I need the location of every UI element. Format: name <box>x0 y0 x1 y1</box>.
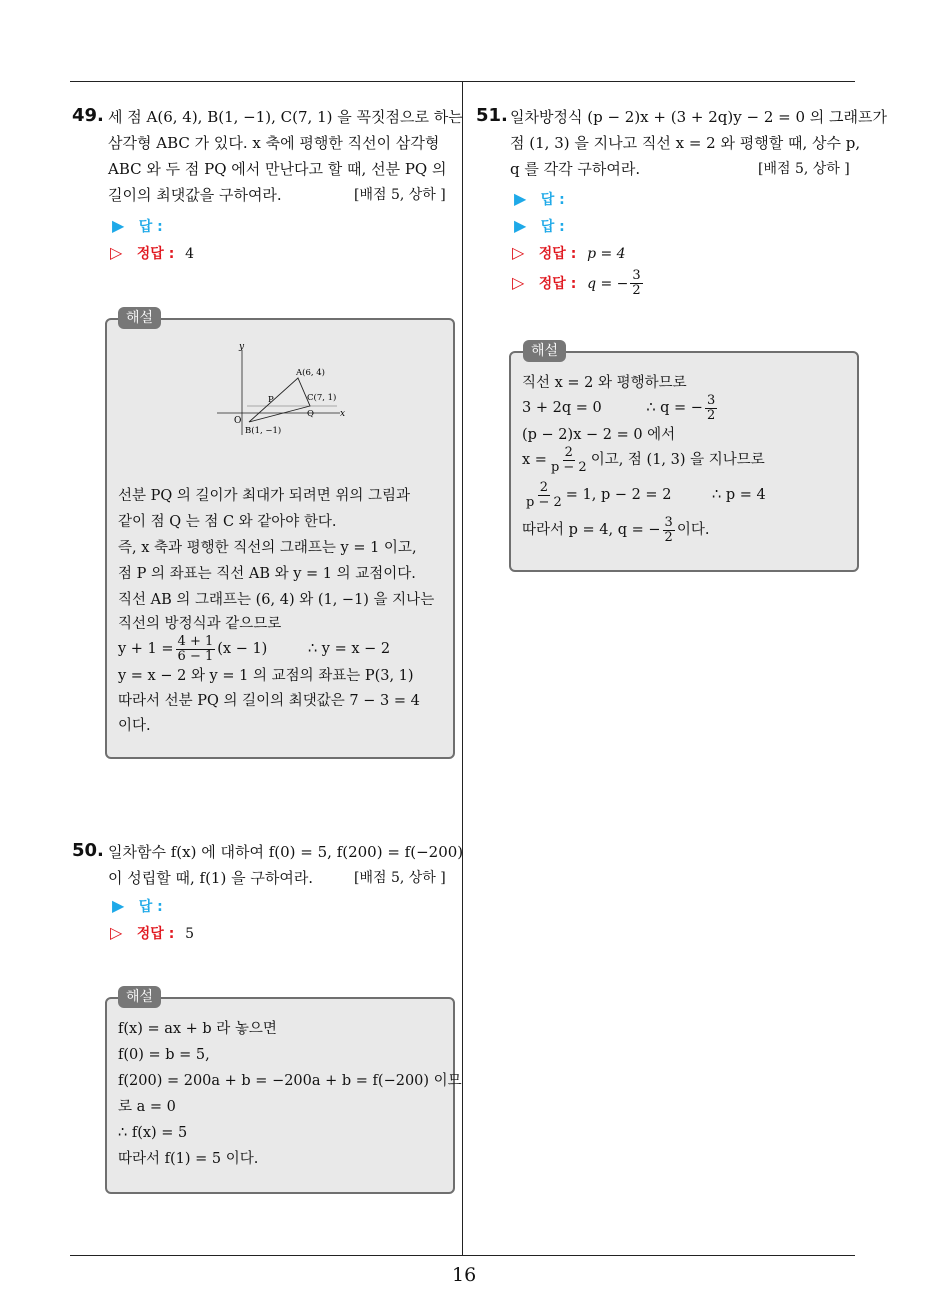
q51-explain-line <box>522 390 719 426</box>
fraction-numerator: 3 <box>632 268 641 283</box>
outline-triangle-icon: ▷ <box>110 243 123 262</box>
correct-value: p = 4 <box>587 246 626 262</box>
fraction-denominator: 2 <box>632 283 641 298</box>
q50-explain-line: f(x) = ax + b 라 놓으면 <box>118 1021 277 1037</box>
bottom-rule <box>70 1255 855 1256</box>
filled-triangle-icon: ▶ <box>112 216 125 235</box>
q51-answer-row-1[interactable] <box>514 186 565 213</box>
q50-text-line: 일차함수 f(x) 에 대하여 f(0) = 5, f(200) = f(−200) <box>108 843 464 861</box>
equation-part: = 1, p − 2 = 2 <box>565 487 672 503</box>
axis-x-label: x <box>340 409 346 419</box>
q50-explain-line: 따라서 f(1) = 5 이다. <box>118 1151 259 1167</box>
correct-label: 정답 : <box>136 926 175 942</box>
fraction <box>549 446 589 475</box>
q51-explain-line: (p − 2)x − 2 = 0 에서 <box>522 427 676 443</box>
correct-label: 정답 : <box>136 246 175 262</box>
column-divider <box>462 82 463 1255</box>
q49-explain-line: 같이 점 Q 는 점 C 와 같아야 한다. <box>118 514 337 530</box>
q49-answer-row[interactable] <box>112 213 163 240</box>
outline-triangle-icon: ▷ <box>512 273 525 292</box>
outline-triangle-icon: ▷ <box>512 243 525 262</box>
equation-part: ∴ q = − <box>646 400 703 416</box>
equation-part: 이고, 점 (1, 3) 을 지나므로 <box>590 452 765 468</box>
answer-label: 답 : <box>540 219 565 235</box>
q51-explain-line <box>522 477 766 513</box>
fraction <box>176 635 216 664</box>
correct-value: q = − <box>587 276 629 292</box>
q49-text-line: ABC 와 두 점 PQ 에서 만난다고 할 때, 선분 PQ 의 <box>108 160 447 178</box>
q49-correct-row <box>110 240 194 267</box>
page-number: 16 <box>452 1264 477 1286</box>
q50-explanation-tag: 해설 <box>118 986 161 1008</box>
fraction-denominator: p − 2 <box>526 494 562 510</box>
q51-text-line: 일차방정식 (p − 2)x + (3 + 2q)y − 2 = 0 의 그래프가 <box>510 108 887 126</box>
q49-score: [배점 5, 상하 ] <box>354 187 446 203</box>
equation-part: ∴ p = 4 <box>712 487 766 503</box>
q50-explain-line: f(200) = 200a + b = −200a + b = f(−200) 이므 <box>118 1073 462 1089</box>
q49-text-line: 길이의 최댓값을 구하여라. <box>108 186 282 204</box>
q50-explain-line: 로 a = 0 <box>118 1099 176 1115</box>
answer-label: 답 : <box>138 219 163 235</box>
filled-triangle-icon: ▶ <box>112 896 125 915</box>
q51-explanation-tag: 해설 <box>523 340 566 362</box>
q51-explain-line <box>522 442 765 478</box>
q51-explain-line <box>522 512 709 548</box>
fraction <box>630 269 642 298</box>
q51-text-line: q 를 각각 구하여라. <box>510 160 641 178</box>
q50-explain-line: f(0) = b = 5, <box>118 1047 210 1063</box>
q49-text-line: 세 점 A(6, 4), B(1, −1), C(7, 1) 을 꼭짓점으로 하는 <box>108 108 463 126</box>
fraction-denominator: 2 <box>706 407 716 423</box>
q50-text-line: 이 성립할 때, f(1) 을 구하여라. <box>108 869 314 887</box>
filled-triangle-icon: ▶ <box>514 189 527 208</box>
equation-part: 따라서 p = 4, q = − <box>522 522 661 538</box>
q51-answer-row-2[interactable] <box>514 213 565 240</box>
correct-value: 4 <box>185 246 195 262</box>
fraction-denominator: 6 − 1 <box>177 648 214 664</box>
axis-y-label: y <box>239 342 245 352</box>
fraction-denominator: p − 2 <box>550 459 587 475</box>
triangle-diagram <box>212 340 362 440</box>
point-c-label: C(7, 1) <box>307 393 337 403</box>
q49-explain-line: 점 P 의 좌표는 직선 AB 와 y = 1 의 교점이다. <box>118 566 416 582</box>
q49-explain-line: 따라서 선분 PQ 의 길이의 최댓값은 7 − 3 = 4 <box>118 693 420 709</box>
q51-text-line: 점 (1, 3) 을 지나고 직선 x = 2 와 평행할 때, 상수 p, <box>510 134 861 152</box>
outline-triangle-icon: ▷ <box>110 923 123 942</box>
q49-explain-line: 선분 PQ 의 길이가 최대가 되려면 위의 그림과 <box>118 488 411 504</box>
fraction-numerator: 3 <box>664 514 673 530</box>
q51-correct-row-1 <box>512 240 626 267</box>
q50-number: 50. <box>72 840 104 861</box>
fraction-numerator: 3 <box>706 392 716 408</box>
q49-explain-line: 직선 AB 의 그래프는 (6, 4) 와 (1, −1) 을 지나는 <box>118 592 435 608</box>
answer-label: 답 : <box>540 192 565 208</box>
fraction-numerator: 2 <box>539 479 549 495</box>
point-b-label: B(1, −1) <box>245 426 282 436</box>
q50-answer-row[interactable] <box>112 893 163 920</box>
q49-explain-line: 직선의 방정식과 같으므로 <box>118 616 282 632</box>
q51-explain-line: 직선 x = 2 와 평행하므로 <box>522 375 687 391</box>
correct-label: 정답 : <box>538 246 577 262</box>
equation-therefore: ∴ y = x − 2 <box>307 641 391 657</box>
q51-score: [배점 5, 상하 ] <box>758 161 850 177</box>
equation-rhs: (x − 1) <box>217 641 268 657</box>
answer-label: 답 : <box>138 899 163 915</box>
q51-number: 51. <box>476 105 508 126</box>
q49-explain-line: 즉, x 축과 평행한 직선의 그래프는 y = 1 이고, <box>118 540 417 556</box>
correct-value: 5 <box>185 926 195 942</box>
q50-explain-line: ∴ f(x) = 5 <box>118 1125 188 1141</box>
fraction <box>705 394 717 423</box>
filled-triangle-icon: ▶ <box>514 216 527 235</box>
q49-explain-line: y = x − 2 와 y = 1 의 교점의 좌표는 P(3, 1) <box>118 668 414 684</box>
q49-text-line: 삼각형 ABC 가 있다. x 축에 평행한 직선이 삼각형 <box>108 134 440 152</box>
q50-score: [배점 5, 상하 ] <box>354 870 446 886</box>
correct-label: 정답 : <box>538 276 577 292</box>
q49-number: 49. <box>72 105 104 126</box>
q49-explain-line: 이다. <box>118 718 151 734</box>
q49-explanation-tag: 해설 <box>118 307 161 329</box>
q51-correct-row-2 <box>512 266 645 301</box>
equation-part: 3 + 2q = 0 <box>522 400 602 416</box>
point-q-label: Q <box>307 409 314 419</box>
equation-lhs: y + 1 = <box>118 641 174 657</box>
equation-part: 이다. <box>676 522 710 538</box>
fraction <box>663 516 675 545</box>
q50-correct-row <box>110 920 194 947</box>
origin-label: O <box>234 416 242 426</box>
fraction <box>524 481 564 510</box>
equation-part: x = <box>522 452 547 468</box>
point-a-label: A(6, 4) <box>296 368 325 378</box>
fraction-denominator: 2 <box>664 529 673 545</box>
fraction-numerator: 2 <box>564 444 573 460</box>
q49-equation <box>118 632 390 666</box>
fraction-numerator: 4 + 1 <box>177 633 214 649</box>
point-p-label: P <box>268 395 274 405</box>
